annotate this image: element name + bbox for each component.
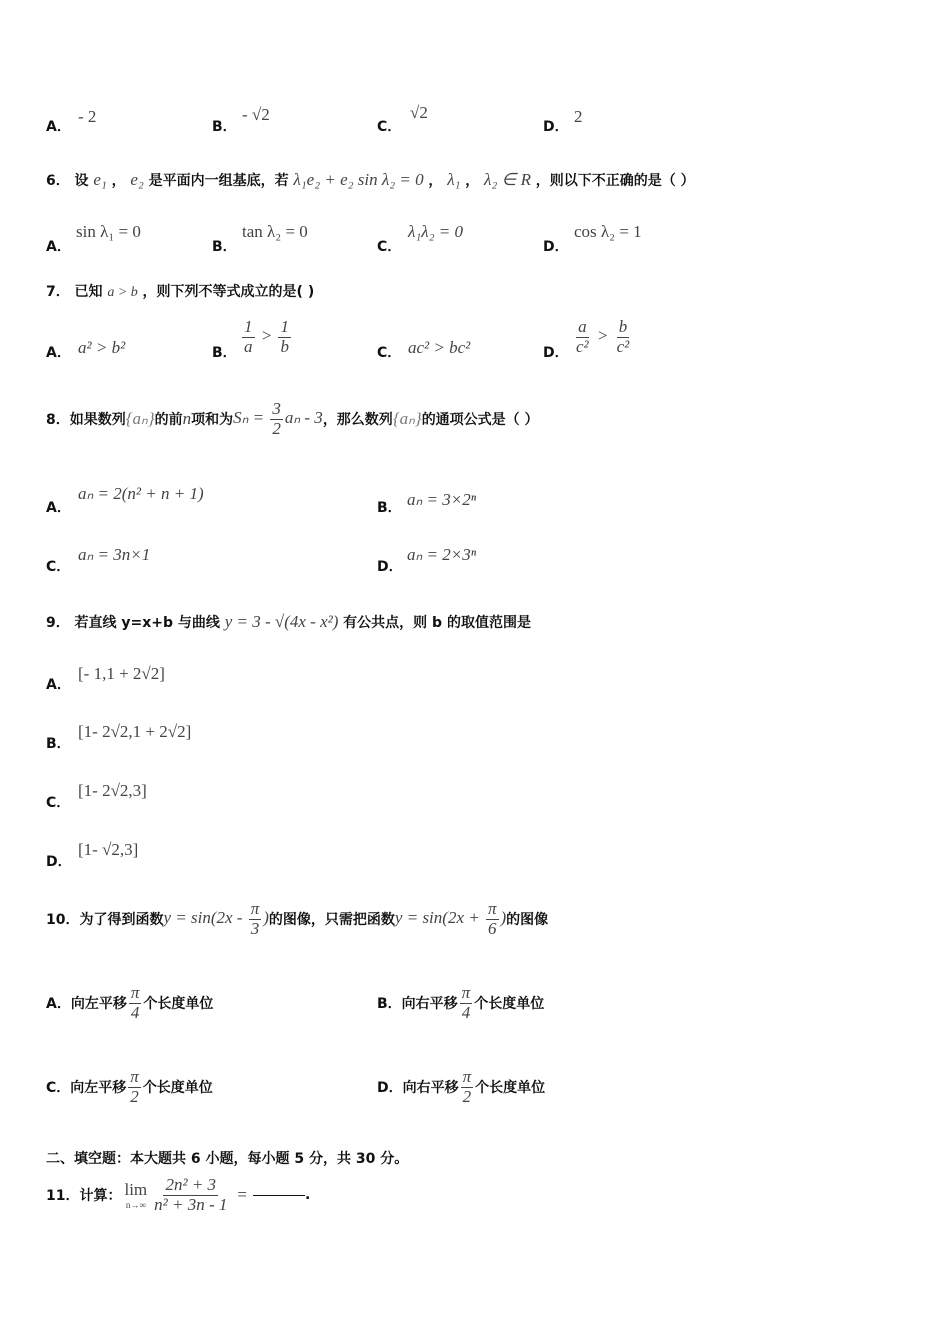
q9-option-a-value: [- 1,1 + 2√2] <box>78 664 165 683</box>
q5-option-d-label: D． <box>543 119 569 135</box>
q6-option-a-label: A． <box>46 239 71 255</box>
q10-option-c-unit: 个长度单位 <box>142 1080 213 1097</box>
q9-option-c-value: [1- 2√2,3] <box>78 781 147 800</box>
q9-option-a-label: A． <box>46 677 71 693</box>
q6-e1: e₁ <box>93 170 107 189</box>
q11-number: 11． <box>46 1188 80 1205</box>
q6-text-2: 是平面内一组基底，若 <box>148 173 289 189</box>
q10-option-b: B． 向右平移 $\frac{\pi}{4}$ 个长度单位 <box>377 983 545 1022</box>
q11-limit <box>124 1180 147 1210</box>
q8-option-c-label: C． <box>46 559 71 575</box>
q9-option-d-label: D． <box>46 854 72 870</box>
q6-comma-1: ， <box>111 173 126 189</box>
q9-option-b-value: [1- 2√2,1 + 2√2] <box>78 722 192 741</box>
q5-option-d-value: 2 <box>574 107 583 126</box>
q10-option-a: A． 向左平移 $\frac{\pi}{4}$ 个长度单位 <box>46 983 214 1022</box>
q11-answer-blank[interactable] <box>253 1195 305 1196</box>
q6-option-d-value: cos λ₂ = 1 <box>574 222 642 241</box>
q6-stem: 6． 设 e₁ ， e₂ 是平面内一组基底，若 λ₁e₂ + e₂ sin λ₂ = 0 ， λ₁ ， λ₂ ∈ R ，则以下不正确的是（ ） <box>46 170 695 189</box>
q10-option-d: D． 向右平移 $\frac{\pi}{2}$ 个长度单位 <box>377 1067 546 1106</box>
q9-option-d-value: [1- √2,3] <box>78 840 139 859</box>
q8-n: n <box>182 409 192 429</box>
section-2-title: 二、填空题：本大题共 6 小题，每小题 5 分，共 30 分。 <box>46 1151 409 1167</box>
q8-option-a-label: A． <box>46 500 71 516</box>
q8-option-d-label: D． <box>377 559 403 575</box>
q10-f2: y = sin(2x + $\frac{\pi}{6}$ ) <box>394 899 507 938</box>
q9-stem <box>46 612 531 632</box>
q8-option-d-value: aₙ = 2×3ⁿ <box>407 545 477 564</box>
q10-option-b-unit: 个长度单位 <box>474 996 545 1013</box>
q9-curve: y = 3 - √(4x - x²) <box>224 612 339 631</box>
q7-stem <box>46 281 314 301</box>
q8-text-1: 如果数列 <box>69 412 126 429</box>
q10-option-c-dir: 向左平移 <box>70 1080 127 1097</box>
q10-option-c: C． 向左平移 $\frac{\pi}{2}$ 个长度单位 <box>46 1067 213 1106</box>
q8-stem <box>46 400 539 438</box>
q7-option-a-label: A． <box>46 345 71 361</box>
q10-f1: y = sin(2x - $\frac{\pi}{3}$ ) <box>163 899 269 938</box>
q11-denominator: n² + 3n - 1 <box>154 1194 228 1214</box>
q8-seq: {aₙ} <box>125 409 155 429</box>
q10-option-a-dir: 向左平移 <box>70 996 127 1013</box>
q8-option-a-value: aₙ = 2(n² + n + 1) <box>78 484 204 503</box>
q11-lim-sub: n→∞ <box>125 1200 146 1211</box>
q10-option-a-unit: 个长度单位 <box>143 996 214 1013</box>
q8-text-5: 的通项公式是（ ） <box>421 412 539 429</box>
q8-option-b-value: aₙ = 3×2ⁿ <box>407 490 477 509</box>
q11-lim: lim <box>124 1180 148 1200</box>
q11-numerator: 2n² + 3 <box>165 1175 217 1194</box>
q10-option-c-label: C． <box>46 1080 71 1097</box>
q7-option-d-label: D． <box>543 345 569 361</box>
q6-condition: λ₁e₂ + e₂ sin λ₂ = 0 <box>293 170 424 189</box>
q11-end: . <box>304 1187 311 1204</box>
q8-option-c-value: aₙ = 3n×1 <box>78 545 151 564</box>
q6-option-d-label: D． <box>543 239 569 255</box>
q6-option-a-value: sin λ₁ = 0 <box>76 222 141 241</box>
q10-text-2: 的图像，只需把函数 <box>268 912 395 929</box>
q10-text-3: 的图像 <box>506 912 549 929</box>
q6-number: 6． <box>46 173 70 189</box>
q5-option-b-value: - √2 <box>242 105 270 124</box>
q8-option-b-label: B． <box>377 500 402 516</box>
q7-condition: a > b <box>107 285 138 300</box>
q7-number: 7． <box>46 284 70 300</box>
q10-option-d-label: D． <box>377 1080 403 1097</box>
q10-option-b-dir: 向右平移 <box>401 996 458 1013</box>
q6-option-b-label: B． <box>212 239 237 255</box>
q11-text-1: 计算： <box>79 1188 122 1205</box>
q11-stem <box>46 1176 310 1214</box>
q7-option-a-value: a² > b² <box>78 338 126 357</box>
q5-option-c-value: √2 <box>410 103 428 122</box>
q8-number: 8． <box>46 412 70 429</box>
q7-option-b-value: $\frac{1}{a}$ > $\frac{1}{b}$ <box>244 317 289 356</box>
q6-option-c-label: C． <box>377 239 402 255</box>
q10-stem <box>46 900 548 938</box>
q10-option-b-label: B． <box>377 996 402 1013</box>
q9-option-b-label: B． <box>46 736 71 752</box>
q11-fraction <box>152 1176 229 1214</box>
q6-option-b-value: tan λ₂ = 0 <box>242 222 308 241</box>
q5-option-b-label: B． <box>212 119 237 135</box>
q6-comma-2: ， <box>428 173 443 189</box>
q7-text-2: ，则下列不等式成立的是( ) <box>142 284 315 300</box>
q8-text-2: 的前 <box>154 412 183 429</box>
q6-lambda1: λ₁ <box>447 170 461 189</box>
q8-seq-2: {aₙ} <box>392 409 422 429</box>
q8-text-4: ，那么数列 <box>322 412 393 429</box>
q5-option-a-value: - 2 <box>78 107 97 126</box>
q5-option-a-label: A． <box>46 119 71 135</box>
q10-option-d-unit: 个长度单位 <box>475 1080 546 1097</box>
q9-text-1: 若直线 y=x+b 与曲线 <box>74 615 220 631</box>
q7-text-1: 已知 <box>74 284 103 300</box>
q11-equals: = <box>237 1185 247 1205</box>
q7-option-d-value: $\frac{a}{\text{c²}}$ > $\frac{b}{\text{c²}}$ <box>576 317 630 356</box>
q9-option-c-label: C． <box>46 795 71 811</box>
q5-option-c-label: C． <box>377 119 402 135</box>
q9-text-2: 有公共点，则 b 的取值范围是 <box>343 615 531 631</box>
q6-option-c-value: λ₁λ₂ = 0 <box>408 222 464 241</box>
q8-formula: Sₙ = $\frac{3}{2}$ aₙ - 3 <box>233 399 323 438</box>
q6-text-3: ，则以下不正确的是（ ） <box>535 173 695 189</box>
q6-lambda2: λ₂ ∈ R <box>484 170 531 189</box>
q10-text-1: 为了得到函数 <box>79 912 164 929</box>
q7-option-c-value: ac² > bc² <box>408 338 471 357</box>
q7-option-b-label: B． <box>212 345 237 361</box>
q8-text-3: 项和为 <box>191 412 234 429</box>
q7-option-c-label: C． <box>377 345 402 361</box>
q10-option-a-label: A． <box>46 996 71 1013</box>
q10-number: 10． <box>46 912 80 929</box>
q6-e2: e₂ <box>130 170 144 189</box>
q9-number: 9． <box>46 615 70 631</box>
q10-option-d-dir: 向右平移 <box>402 1080 459 1097</box>
q6-text-1: 设 <box>74 173 89 189</box>
